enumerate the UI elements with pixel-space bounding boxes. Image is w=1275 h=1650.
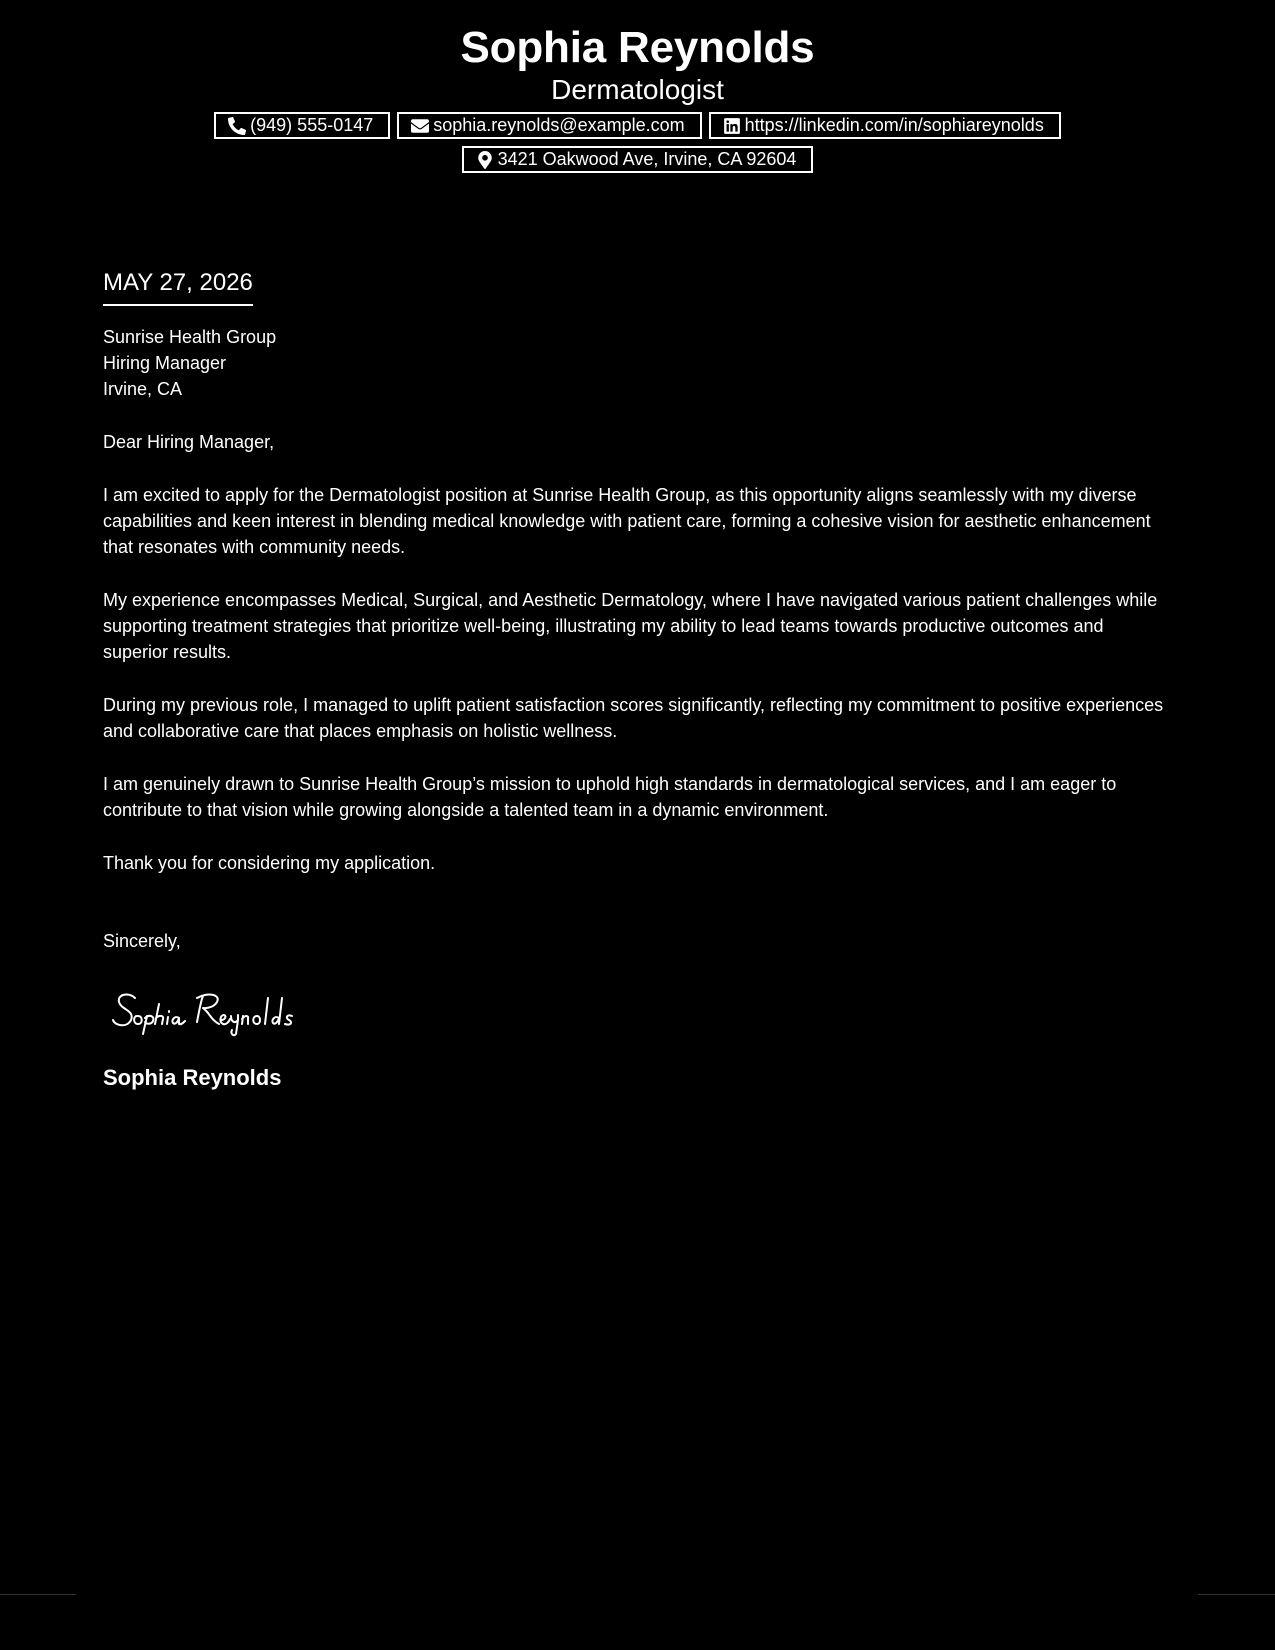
recipient-location: Irvine, CA: [103, 379, 183, 399]
address-text: 3421 Oakwood Ave, Irvine, CA 92604: [497, 149, 797, 169]
body-paragraph: My experience encompasses Medical, Surgical, and Aesthetic Dermatology, where I have navigated various patient challenges while supporting treatment strategies that prioritize well-being, illustrating my ability to lead teams towards productive outcomes and superior results.: [103, 590, 1158, 662]
body-paragraph: During my previous role, I managed to uplift patient satisfaction scores significantly, reflecting my commitment to positive experiences and collaborative care that places emphasis on holistic wellness.: [103, 695, 1164, 741]
phone-text: (949) 555-0147: [250, 115, 374, 135]
body-paragraph: I am genuinely drawn to Sunrise Health Group’s mission to uphold high standards in dermatological services, and I am eager to contribute to that vision while growing alongside a talented team in a dynamic environment.: [103, 774, 1117, 820]
linkedin-contact[interactable]: [709, 112, 1061, 139]
handwritten-signature: [111, 982, 361, 1038]
contact-row: [0, 112, 1275, 139]
applicant-title: Dermatologist: [551, 74, 724, 105]
address-row: [0, 146, 1275, 173]
recipient-block: [103, 324, 1173, 402]
email-text: sophia.reynolds@example.com: [433, 115, 685, 135]
applicant-name: Sophia Reynolds: [460, 23, 815, 72]
linkedin-text: https://linkedin.com/in/sophiareynolds: [744, 115, 1044, 135]
salutation: Dear Hiring Manager,: [103, 432, 275, 452]
phone-icon: [228, 117, 246, 135]
address-contact[interactable]: [462, 146, 814, 173]
email-contact[interactable]: [397, 112, 701, 139]
body-paragraph: I am excited to apply for the Dermatologist position at Sunrise Health Group, as this opportunity aligns seamlessly with my diverse capabilities and keen interest in blending medical knowledge with patient care, forming a cohesive vision for aesthetic enhancement that resonates with community needs.: [103, 485, 1151, 557]
letter-body: [103, 266, 1173, 1093]
recipient-company: Sunrise Health Group: [103, 327, 277, 347]
footer-divider-right: [1198, 1594, 1275, 1595]
closing-thanks: Thank you for considering my application.: [103, 853, 436, 873]
map-marker-icon: [476, 151, 494, 169]
envelope-icon: [411, 117, 429, 135]
footer-divider-left: [0, 1594, 76, 1595]
signoff: Sincerely,: [103, 931, 181, 951]
letter-header: [0, 20, 1275, 173]
recipient-role: Hiring Manager: [103, 353, 227, 373]
linkedin-icon: [723, 117, 741, 135]
letter-date: MAY 27, 2026: [103, 266, 253, 306]
phone-contact[interactable]: [214, 112, 390, 139]
signer-name: Sophia Reynolds: [103, 1065, 282, 1090]
